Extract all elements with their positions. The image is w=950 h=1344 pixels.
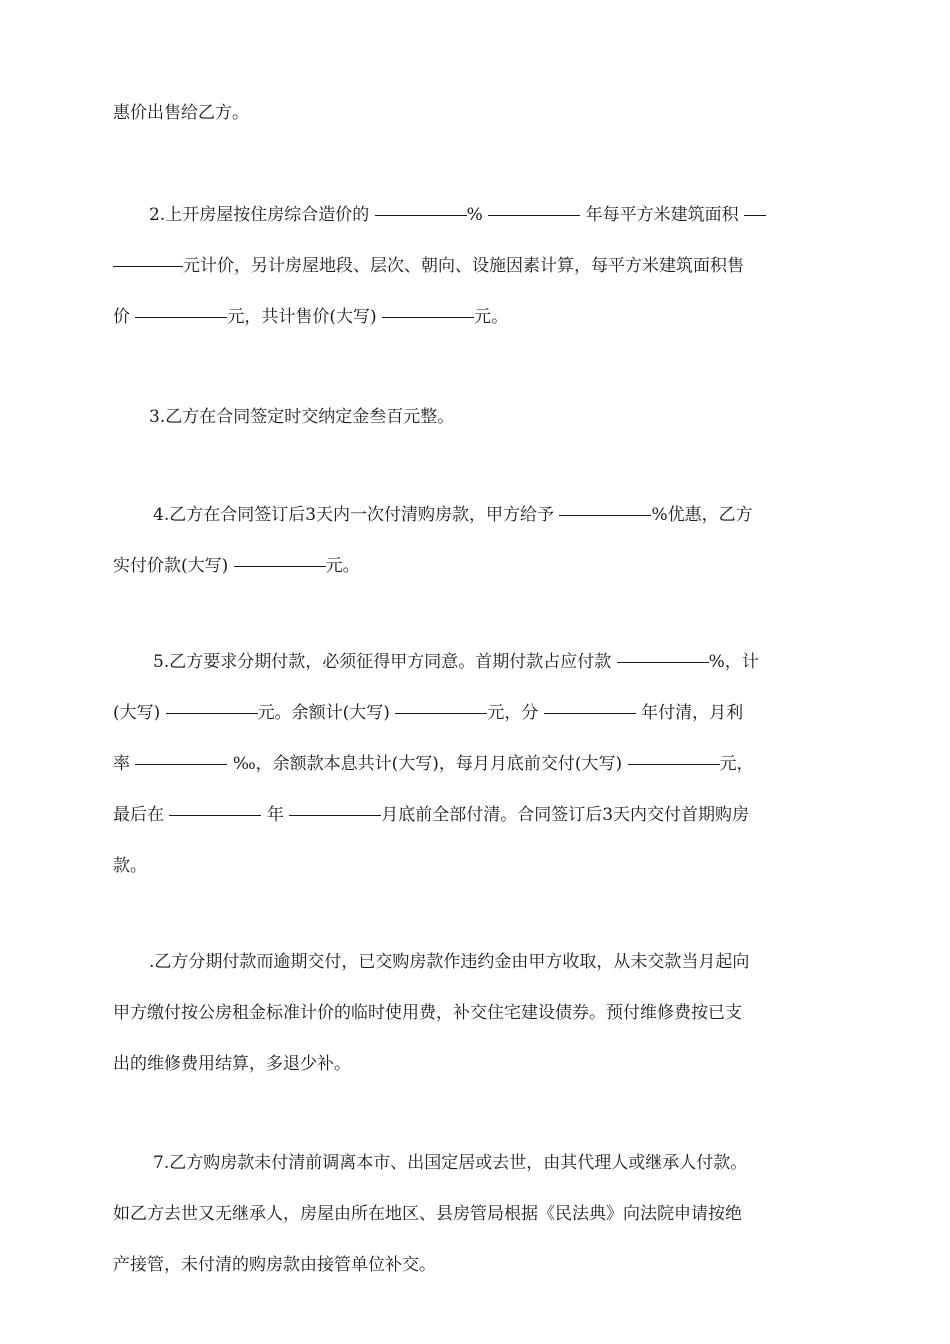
clause-4-text-c: 实付价款(大写) — [113, 556, 229, 576]
paragraph-5-line-4 — [113, 790, 839, 841]
clause-5-text-k: 年 — [266, 805, 284, 825]
paragraph-7-line-1: 7.乙方购房款未付清前调离本市、出国定居或去世，由其代理人或继承人付款。 — [153, 1153, 748, 1173]
clause-5-text-h: ‰，余额款本息共计(大写)，每月月底前交付(大写) — [232, 754, 623, 774]
paragraph-2-line-1 — [113, 190, 839, 241]
paragraph-5-line-3 — [113, 739, 839, 790]
blank-field[interactable] — [166, 712, 258, 714]
clause-5-text-m: 款。 — [113, 856, 147, 876]
paragraph-1 — [113, 88, 839, 139]
clause-2-text-e: 价 — [113, 307, 130, 327]
blank-field[interactable] — [488, 214, 580, 216]
paragraph-7-line-3: 产接管，未付清的购房款由接管单位补交。 — [113, 1255, 436, 1275]
paragraph-5-line-2 — [113, 688, 839, 739]
clause-5-text-d: 元。余额计(大写) — [257, 703, 390, 723]
paragraph-7 — [113, 1138, 839, 1291]
clause-5-text-j: 最后在 — [113, 805, 164, 825]
blank-field[interactable] — [628, 763, 720, 765]
paragraph-5 — [113, 637, 839, 892]
clause-5-text-l: 月底前全部付清。合同签订后3天内交付首期购房 — [381, 805, 750, 825]
blank-field[interactable] — [559, 514, 651, 516]
blank-field[interactable] — [382, 316, 474, 318]
blank-field[interactable] — [169, 814, 261, 816]
clause-2-text-d: 元计价，另计房屋地段、层次、朝向、设施因素计算，每平方米建筑面积售 — [183, 256, 744, 276]
clause-2-text-f: 元，共计售价(大写) — [227, 307, 377, 327]
blank-field[interactable] — [617, 661, 709, 663]
clause-4-text-a: 4.乙方在合同签订后3天内一次付清购房款，甲方给予 — [153, 505, 555, 525]
paragraph-2-line-3 — [113, 292, 839, 343]
paragraph-2 — [113, 190, 839, 343]
paragraph-4 — [113, 490, 839, 592]
blank-field[interactable] — [234, 565, 326, 567]
blank-field[interactable] — [113, 265, 183, 267]
blank-field[interactable] — [744, 214, 766, 216]
paragraph-4-line-2 — [113, 541, 839, 592]
paragraph-6 — [113, 937, 839, 1090]
blank-field[interactable] — [375, 214, 467, 216]
clause-2-text-a: 2.上开房屋按住房综合造价的 — [149, 205, 370, 225]
paragraph-4-line-1 — [113, 490, 839, 541]
clause-4-text-d: 元。 — [325, 556, 360, 576]
clause-2-text-b: % — [466, 205, 483, 225]
clause-5-text-e: 元，分 — [487, 703, 539, 723]
clause-5-text-b: %，计 — [708, 652, 759, 672]
blank-field[interactable] — [289, 814, 381, 816]
clause-5-text-a: 5.乙方要求分期付款，必须征得甲方同意。首期付款占应付款 — [153, 652, 612, 672]
paragraph-6-line-2: 甲方缴付按公房租金标准计价的临时使用费，补交住宅建设债券。预付维修费按已支 — [113, 1003, 742, 1023]
clause-5-text-f: 年付清，月利 — [641, 703, 744, 723]
blank-field[interactable] — [135, 763, 227, 765]
paragraph-3-line-1: 3.乙方在合同签定时交纳定金叁百元整。 — [149, 407, 455, 427]
clause-5-text-c: (大写) — [113, 703, 161, 723]
paragraph-2-line-2 — [113, 241, 839, 292]
paragraph-1-line-1: 惠价出售给乙方。 — [113, 103, 249, 123]
clause-2-text-g: 元。 — [474, 307, 509, 327]
clause-5-text-g: 率 — [113, 754, 130, 774]
paragraph-7-line-2: 如乙方去世又无继承人，房屋由所在地区、县房管局根据《民法典》向法院申请按绝 — [113, 1204, 742, 1224]
clause-4-text-b: %优惠，乙方 — [651, 505, 753, 525]
clause-5-text-i: 元， — [719, 754, 754, 774]
blank-field[interactable] — [544, 712, 636, 714]
blank-field[interactable] — [395, 712, 487, 714]
paragraph-6-line-3: 出的维修费用结算，多退少补。 — [113, 1054, 351, 1074]
paragraph-3 — [113, 392, 839, 443]
clause-2-text-c: 年每平方米建筑面积 — [585, 205, 739, 225]
paragraph-5-line-1 — [113, 637, 839, 688]
blank-field[interactable] — [135, 316, 227, 318]
paragraph-6-line-1: .乙方分期付款而逾期交付，已交购房款作违约金由甲方收取，从未交款当月起向 — [149, 952, 750, 972]
paragraph-5-line-5 — [113, 841, 839, 892]
